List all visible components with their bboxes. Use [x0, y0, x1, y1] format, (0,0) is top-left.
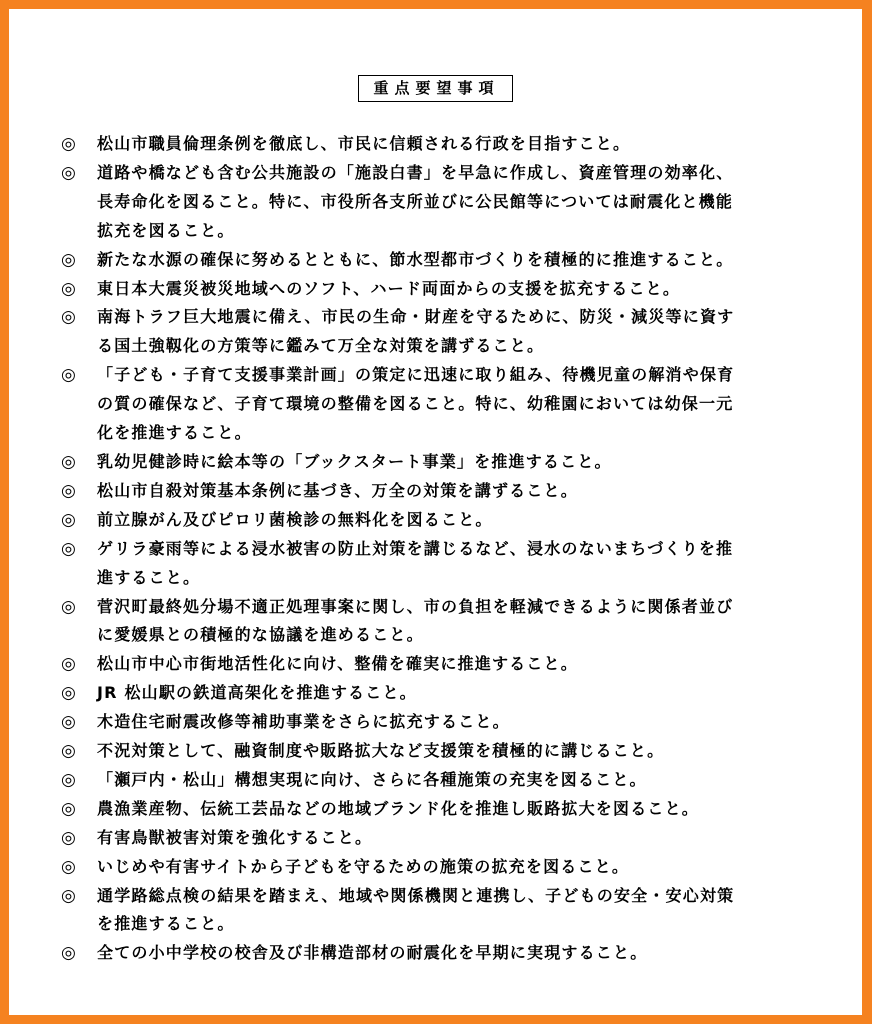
list-item-text	[97, 361, 821, 448]
double-circle-bullet-icon: ◎	[61, 654, 76, 675]
double-circle-bullet-icon: ◎	[61, 683, 76, 704]
list-item-text	[97, 882, 821, 940]
list-item-text	[97, 737, 821, 766]
double-circle-bullet-icon: ◎	[61, 741, 76, 762]
double-circle-bullet-icon: ◎	[61, 827, 76, 848]
list-item-text	[97, 708, 821, 737]
list-item-text	[97, 939, 821, 968]
double-circle-bullet-icon: ◎	[61, 798, 76, 819]
list-item-line: 「瀬戸内・松山」構想実現に向け、さらに各種施策の充実を図ること。	[97, 769, 647, 789]
list-item-line: 東日本大震災被災地域へのソフト、ハード両面からの支援を拡充すること。	[97, 278, 681, 298]
title-area	[9, 75, 862, 102]
list-item-line: 菅沢町最終処分場不適正処理事案に関し、市の負担を軽減できるように関係者並び	[97, 596, 734, 616]
list-item-text	[97, 679, 821, 708]
double-circle-bullet-icon: ◎	[61, 885, 76, 906]
double-circle-bullet-icon: ◎	[61, 712, 76, 733]
list-item-line: る国土強靱化の方策等に鑑みて万全な対策を講ずること。	[97, 336, 545, 356]
double-circle-bullet-icon: ◎	[61, 162, 76, 183]
list-item	[61, 824, 821, 853]
double-circle-bullet-icon: ◎	[61, 538, 76, 559]
list-item-line: ゲリラ豪雨等による浸水被害の防止対策を講じるなど、浸水のないまちづくりを推	[97, 538, 734, 558]
list-item-line: 南海トラフ巨大地震に備え、市民の生命・財産を守るために、防災・減災等に資す	[97, 307, 735, 327]
list-item-text	[97, 593, 821, 651]
double-circle-bullet-icon: ◎	[61, 365, 76, 386]
list-item-text	[97, 246, 821, 275]
list-item-text	[97, 130, 821, 159]
list-item	[61, 766, 821, 795]
list-item-line: 農漁業産物、伝統工芸品などの地域ブランド化を推進し販路拡大を図ること。	[97, 798, 700, 818]
double-circle-bullet-icon: ◎	[61, 509, 76, 530]
list-item-line: の質の確保など、子育て環境の整備を図ること。特に、幼稚園においては幼保一元	[97, 394, 734, 414]
double-circle-bullet-icon: ◎	[61, 480, 76, 501]
list-item-text	[97, 477, 821, 506]
list-item	[61, 593, 821, 651]
list-item-line: 松山市職員倫理条例を徹底し、市民に信頼される行政を目指すこと。	[97, 134, 631, 153]
list-item-line: 不況対策として、融資制度や販路拡大など支援策を積極的に講じること。	[97, 741, 665, 761]
list-item	[61, 650, 821, 679]
list-item-line: 有害鳥獣被害対策を強化すること。	[97, 827, 373, 847]
list-item-text	[97, 506, 821, 535]
list-item	[61, 506, 821, 535]
list-item-text	[97, 766, 821, 795]
double-circle-bullet-icon: ◎	[61, 278, 76, 299]
document-title: 重点要望事項	[358, 75, 512, 102]
double-circle-bullet-icon: ◎	[61, 451, 76, 472]
double-circle-bullet-icon: ◎	[61, 769, 76, 790]
list-item-line: いじめや有害サイトから子どもを守るための施策の拡充を図ること。	[97, 856, 630, 876]
list-item-line: 道路や橋なども含む公共施設の「施設白書」を早急に作成し、資産管理の効率化、	[97, 162, 734, 182]
list-item	[61, 535, 821, 593]
list-item-line: 木造住宅耐震改修等補助事業をさらに拡充すること。	[97, 712, 510, 732]
list-item	[61, 159, 821, 246]
list-item	[61, 679, 821, 708]
list-item	[61, 882, 821, 940]
list-item-text	[97, 448, 821, 477]
list-item-text	[97, 159, 821, 246]
list-item-line: 進すること。	[97, 567, 201, 587]
list-item-line: 「子ども・子育て支援事業計画」の策定に迅速に取り組み、待機児童の解消や保育	[97, 365, 735, 385]
list-item-line: に愛媛県との積極的な協議を進めること。	[97, 625, 424, 645]
list-item-line: 長寿命化を図ること。特に、市役所各支所並びに公民館等については耐震化と機能	[97, 191, 734, 211]
list-item	[61, 303, 821, 361]
list-item-line: 通学路総点検の結果を踏まえ、地域や関係機関と連携し、子どもの安全・安心対策	[97, 885, 735, 905]
list-item-text	[97, 853, 821, 882]
list-item-line: 全ての小中学校の校舎及び非構造部材の耐震化を早期に実現すること。	[97, 943, 648, 963]
list-item-text	[97, 650, 821, 679]
list-item	[61, 448, 821, 477]
list-item-line: 拡充を図ること。	[97, 220, 235, 240]
request-list	[61, 130, 821, 968]
double-circle-bullet-icon: ◎	[61, 856, 76, 877]
list-item	[61, 246, 821, 275]
double-circle-bullet-icon: ◎	[61, 134, 76, 154]
list-item-text	[97, 535, 821, 593]
list-item	[61, 737, 821, 766]
list-item-line: JR 松山駅の鉄道高架化を推進すること。	[97, 683, 417, 703]
double-circle-bullet-icon: ◎	[61, 943, 76, 964]
list-item-line: 松山市中心市街地活性化に向け、整備を確実に推進すること。	[97, 654, 578, 674]
list-item	[61, 361, 821, 448]
list-item-text	[97, 824, 821, 853]
list-item-text	[97, 303, 821, 361]
list-item	[61, 795, 821, 824]
list-item	[61, 477, 821, 506]
list-item	[61, 130, 821, 159]
list-item-line: 乳幼児健診時に絵本等の「ブックスタート事業」を推進すること。	[97, 451, 612, 471]
list-item-text	[97, 275, 821, 304]
list-item	[61, 708, 821, 737]
list-item-line: 松山市自殺対策基本条例に基づき、万全の対策を講ずること。	[97, 480, 578, 500]
list-item-line: 前立腺がん及びピロリ菌検診の無料化を図ること。	[97, 509, 493, 529]
list-item	[61, 275, 821, 304]
double-circle-bullet-icon: ◎	[61, 596, 76, 617]
list-item-text	[97, 795, 821, 824]
list-item-line: を推進すること。	[97, 914, 235, 934]
double-circle-bullet-icon: ◎	[61, 307, 76, 328]
list-item	[61, 853, 821, 882]
double-circle-bullet-icon: ◎	[61, 249, 76, 270]
list-item-line: 新たな水源の確保に努めるとともに、節水型都市づくりを積極的に推進すること。	[97, 249, 734, 269]
list-item	[61, 939, 821, 968]
list-item-line: 化を推進すること。	[97, 423, 252, 443]
